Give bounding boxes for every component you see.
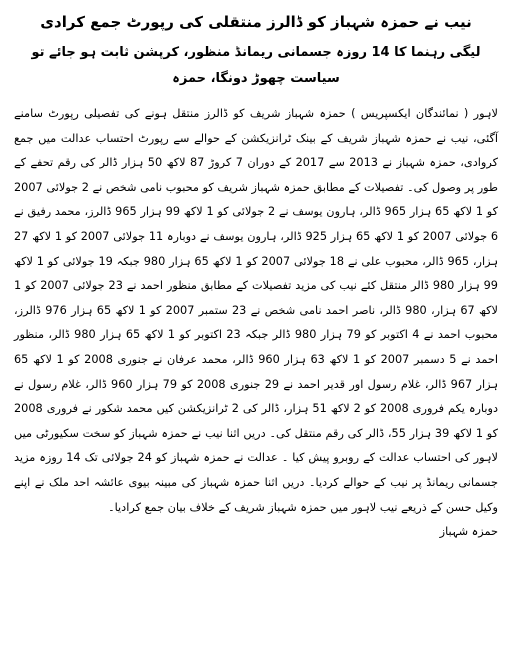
article-body: لاہور ( نمائندگان ایکسپریس ) حمزہ شہباز شریف کو ڈالرز منتقل ہونے کی تفصیلی رپورٹ سامنے آگئی، نیب نے حمزہ شہباز شریف کے بینک ٹرانزیکشن کے حوالے سے رپورٹ احتساب عدالت میں جمع کروادی، حمزہ شہباز نے 2013 سے 2017 کے دوران 7 کروڑ 87 لاکھ 50 ہزار ڈالر کی رقم تحفے کے طور پر وصول کی۔ تفصیلات کے مطابق حمزہ شہباز شریف کو محبوب نامی شخص نے 2 جولائی 2007 کو 1 لاکھ 65 ہزار 965 ڈالر، ہارون یوسف نے 2 جولائی کو 1 لاکھ 99 ہزار 965 ڈالرز، محمد رفیق نے 6 جولائی 2007 کو 1 لاکھ 65 ہزار 925 ڈالر، ہارون یوسف نے دوبارہ 11 جولائی 2007 کو 1 لاکھ 27 ہزار، 965 ڈالر، محبوب علی نے 18 جولائی 2007 کو 1 لاکھ 65 ہزار 980 جبکہ 19 جولائی کو 1 لاکھ 99 ہزار 980 ڈالر منتقل کئے نیب کی مزید تفصیلات کے مطابق منظور احمد نے 23 جولائی 2007 کو 1 لاکھ 67 ہزار، 980 ڈالر، ناصر احمد نامی شخص نے 23 ستمبر 2007 کو 1 لاکھ 65 ہزار 976 ڈالرز، محبوب احمد نے 4 اکتوبر کو 79 ہزار 980 ڈالر جبکہ 23 اکتوبر کو 1 لاکھ 65 ہزار 980 ڈالر، منظور احمد نے 5 دسمبر 2007 کو 1 لاکھ 63 ہزار 960 ڈالر، محمد عرفان نے جنوری 2008 کو 1 لاکھ 65 ہزار 967 ڈالر، غلام رسول اور قدیر احمد نے 29 جنوری 2008 کو 79 ہزار 960 ڈالر، غلام رسول نے دوبارہ یکم فروری 2008 کو 2 لاکھ 51 ہزار، ڈالر کی 2 ٹرانزیکشن کیں محمد شکور نے فروری 2008 کو 1 لاکھ 39 ہزار 55، ڈالر کی رقم منتقل کی۔ دریں اثنا نیب نے حمزہ شہباز کو سخت سکیورٹی میں لاہور کی احتساب عدالت کے روبرو پیش کیا ۔ عدالت نے حمزہ شہباز کو 24 جولائی تک 14 روزہ مزید جسمانی ریمانڈ پر نیب کے حوالے کردیا۔ دریں اثنا حمزہ شہباز کی مبینہ بیوی عائشہ احد ملک نے اپنے وکیل حسن کے ذریعے نیب لاہور میں حمزہ شہباز شریف کے خلاف بیان جمع کرادیا۔ [14,107,499,514]
headline: نیب نے حمزہ شہباز کو ڈالرز منتقلی کی رپورٹ جمع کرادی [40,13,472,31]
subheadline: لیگی رہنما کا 14 روزہ جسمانی ریمانڈ منظور، کرپشن ثابت ہو جائے تو سیاست چھوڑ دونگا، حمزہ [31,45,481,86]
photo-caption: حمزہ شہباز [439,525,498,539]
